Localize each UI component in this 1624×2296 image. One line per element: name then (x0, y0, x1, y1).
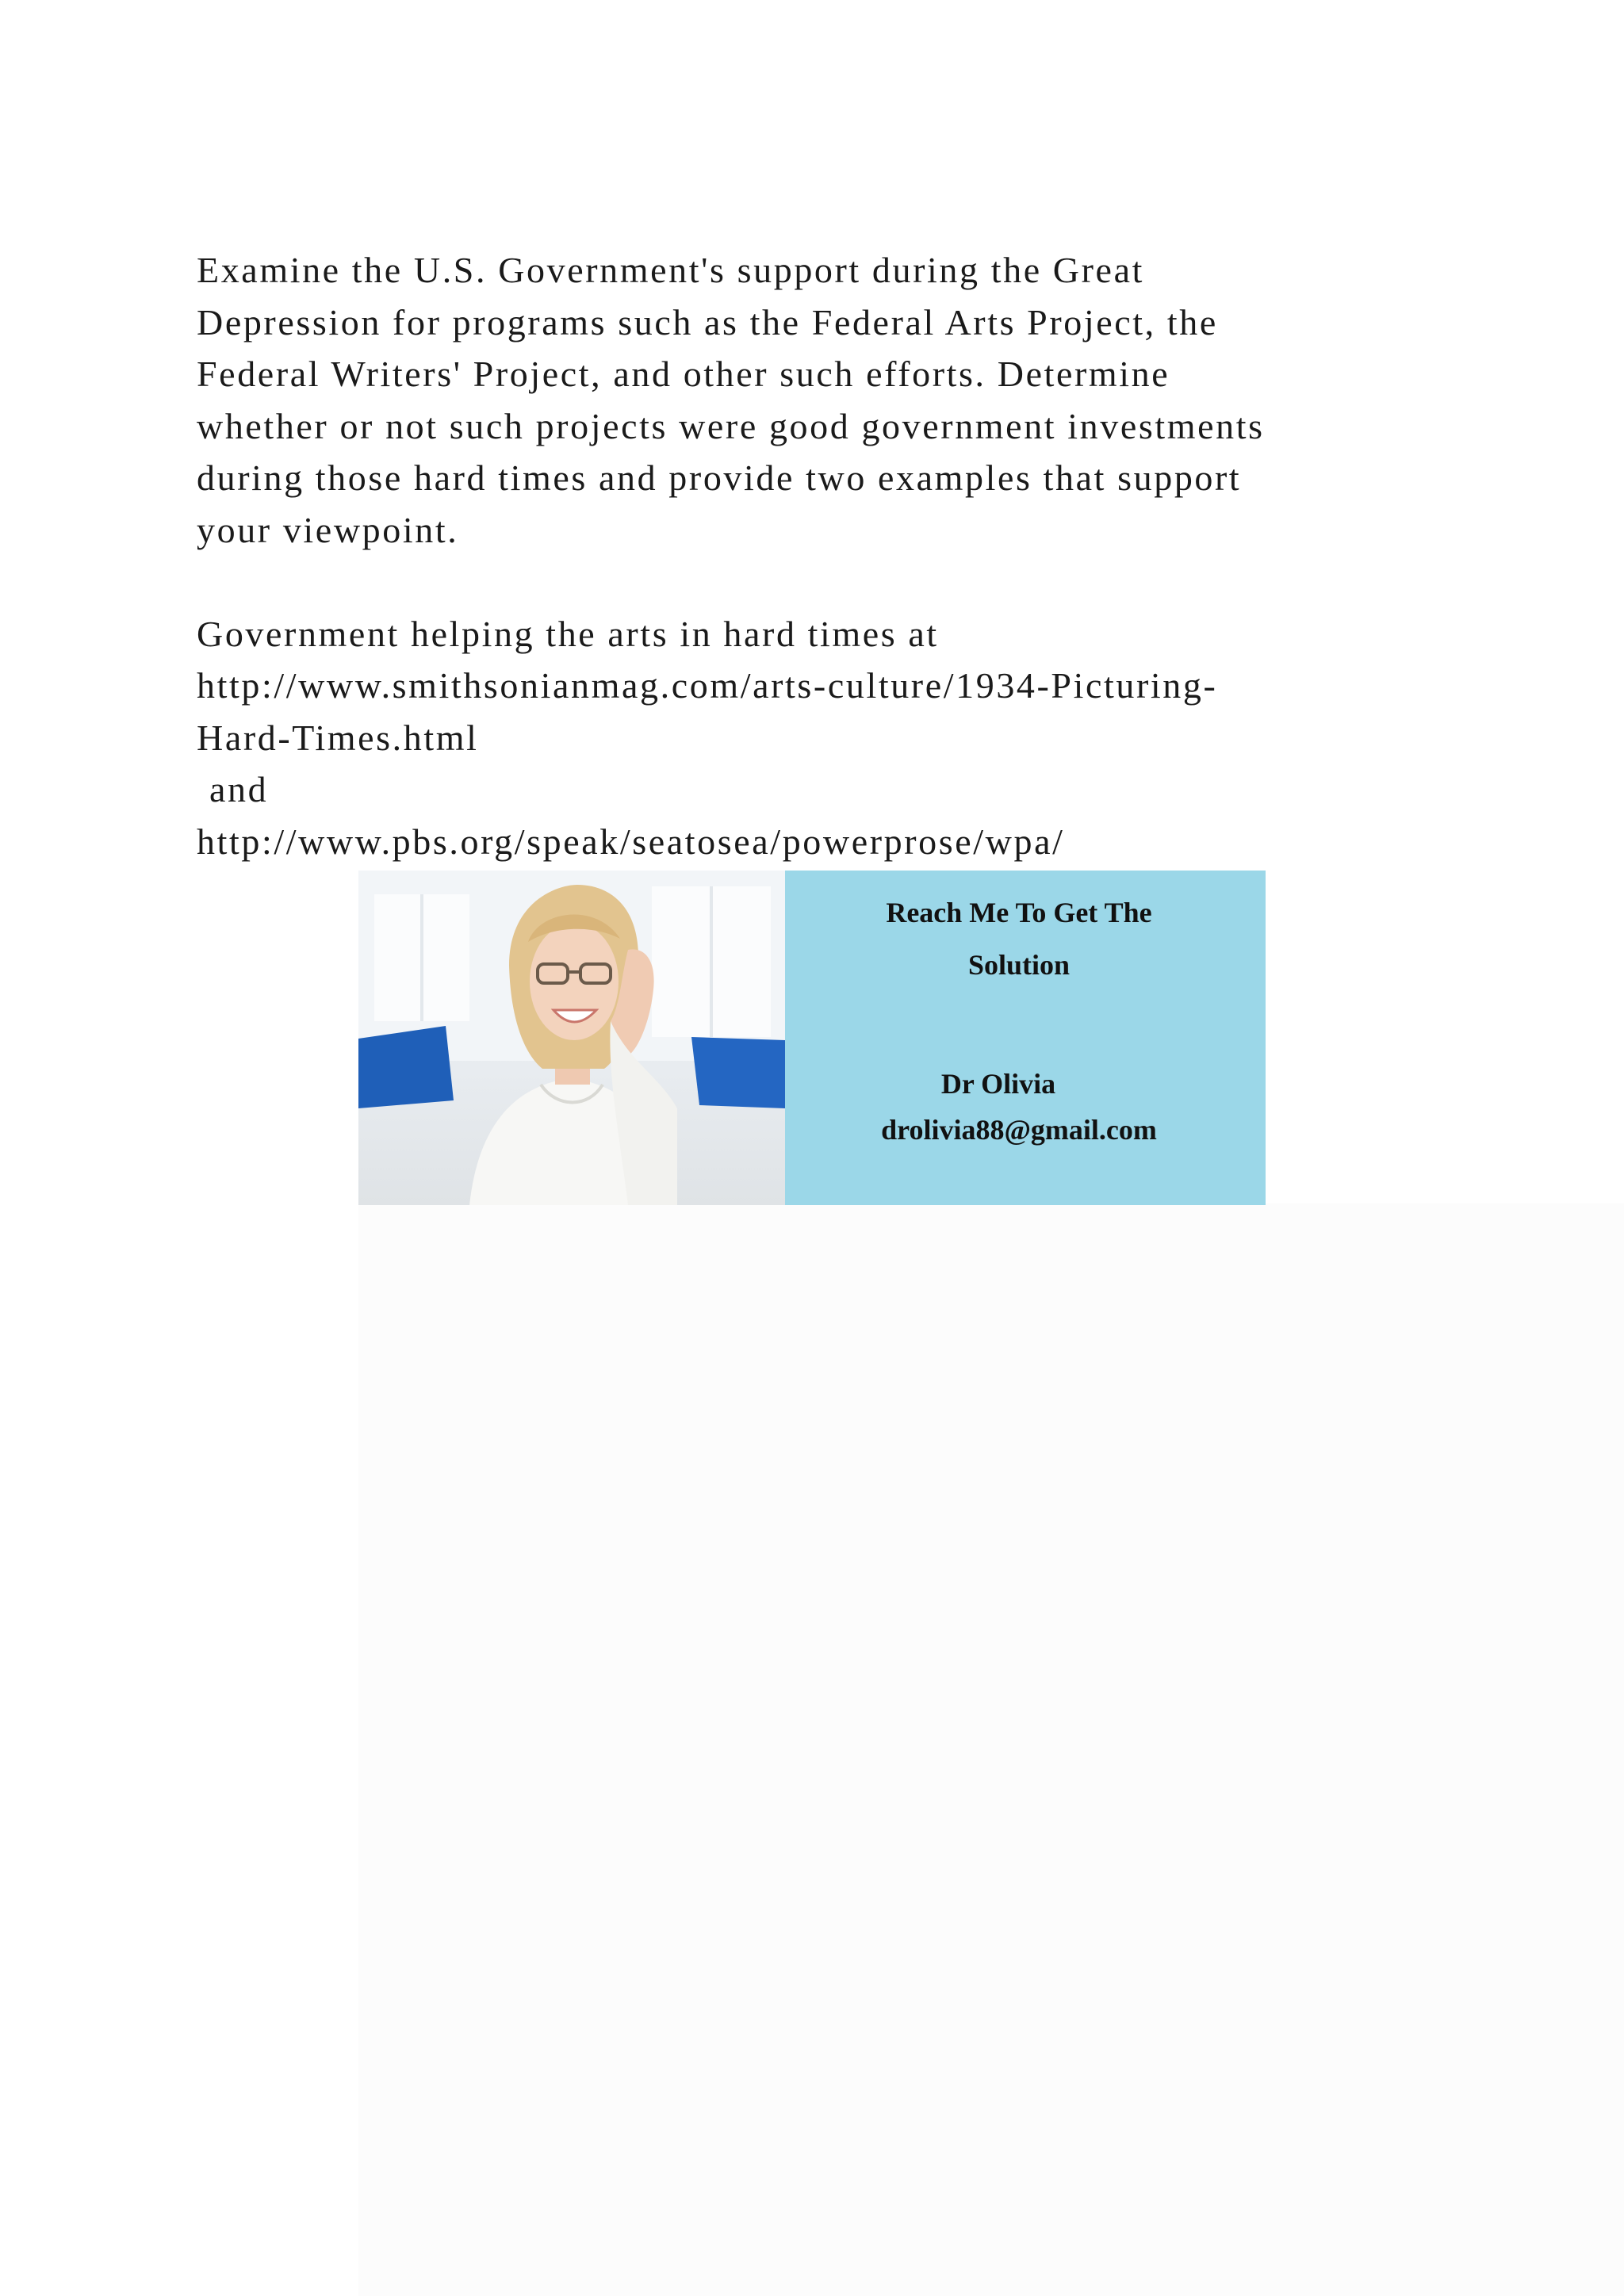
smithsonian-link[interactable]: http://www.smithsonianmag.com/arts-culture/1934-Picturing- Hard-Times.html (197, 665, 1218, 758)
prompt-paragraph: Examine the U.S. Government's support during the Great Depression for programs such as the Federal Arts Project, the Federal Writers' Project, and other such efforts. Determine whether or not such projects were good government investments during those hard times and provide two examples that support your viewpoint. (197, 250, 1265, 550)
document-body (197, 244, 1434, 867)
resource-intro: Government helping the arts in hard times at (197, 613, 939, 654)
contact-email[interactable]: drolivia88@gmail.com (881, 1114, 1157, 1146)
pbs-link[interactable]: http://www.pbs.org/speak/seatosea/powerprose/wpa/ (197, 821, 1065, 862)
woman-with-glasses-photo (358, 871, 785, 1205)
contact-banner[interactable] (358, 871, 1266, 1205)
paragraph-spacer (197, 556, 1434, 608)
contact-headline-line-1: Reach Me To Get The (886, 897, 1152, 928)
connector-text: and (209, 769, 269, 809)
contact-card (785, 871, 1266, 1205)
page-background-panel (358, 1203, 1624, 2296)
contact-headline-line-2: Solution (967, 949, 1071, 981)
contact-name: Dr Olivia (940, 1068, 1056, 1100)
